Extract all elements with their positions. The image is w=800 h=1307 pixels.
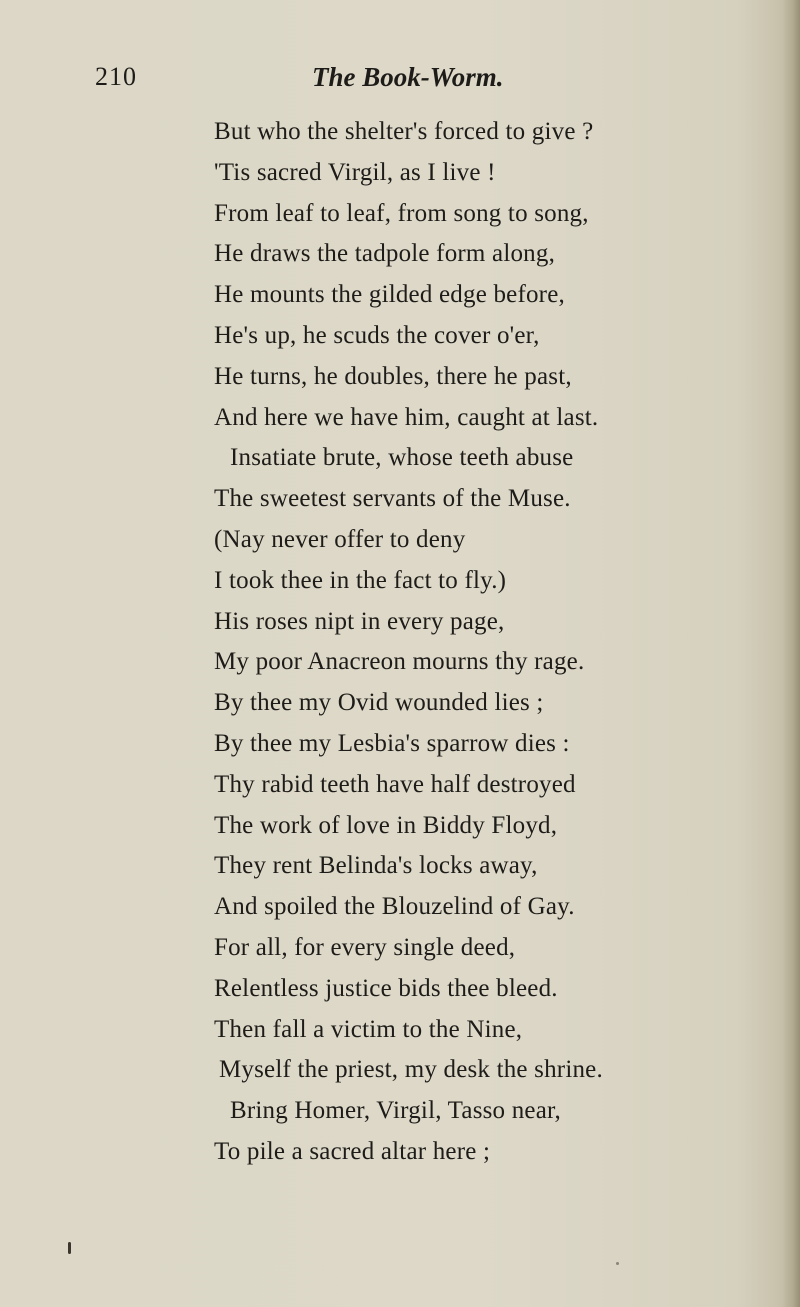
paper-speck: [616, 1262, 619, 1265]
poem-line: He turns, he doubles, there he past,: [214, 362, 572, 390]
poem-line: To pile a sacred altar here ;: [214, 1137, 491, 1165]
poem-line: His roses nipt in every page,: [214, 607, 505, 635]
poem: [214, 112, 714, 1173]
poem-line: 'Tis sacred Virgil, as I live !: [214, 158, 496, 186]
page-number: 210: [95, 62, 137, 91]
poem-line: He draws the tadpole form along,: [214, 240, 556, 268]
poem-line: By thee my Ovid wounded lies ;: [214, 689, 544, 717]
poem-line: And here we have him, caught at last.: [214, 403, 599, 431]
poem-line: (Nay never offer to deny: [214, 525, 466, 553]
running-title: The Book-Worm.: [312, 62, 504, 92]
poem-line: Relentless justice bids thee bleed.: [214, 974, 558, 1002]
poem-line: And spoiled the Blouzelind of Gay.: [214, 893, 575, 921]
poem-line: He's up, he scuds the cover o'er,: [214, 321, 540, 349]
poem-line: By thee my Lesbia's sparrow dies :: [214, 729, 570, 757]
poem-line: For all, for every single deed,: [214, 933, 516, 961]
poem-line: They rent Belinda's locks away,: [214, 852, 538, 880]
poem-line: Myself the priest, my desk the shrine.: [219, 1056, 603, 1084]
poem-line: My poor Anacreon mourns thy rage.: [214, 648, 585, 676]
poem-line: Thy rabid teeth have half destroyed: [214, 770, 576, 798]
poem-line: The work of love in Biddy Floyd,: [214, 811, 558, 839]
page-edge-shadow: [782, 0, 800, 1307]
poem-line: From leaf to leaf, from song to song,: [214, 199, 589, 227]
page-header: [95, 62, 735, 102]
poem-line: The sweetest servants of the Muse.: [214, 485, 571, 513]
poem-line: He mounts the gilded edge before,: [214, 281, 565, 309]
poem-line: I took thee in the fact to fly.): [214, 566, 507, 594]
poem-line: But who the shelter's forced to give ?: [214, 118, 594, 145]
poem-line: Bring Homer, Virgil, Tasso near,: [230, 1097, 561, 1125]
paper-speck: [68, 1242, 71, 1254]
poem-line: Insatiate brute, whose teeth abuse: [230, 444, 574, 472]
poem-line: Then fall a victim to the Nine,: [214, 1015, 523, 1043]
